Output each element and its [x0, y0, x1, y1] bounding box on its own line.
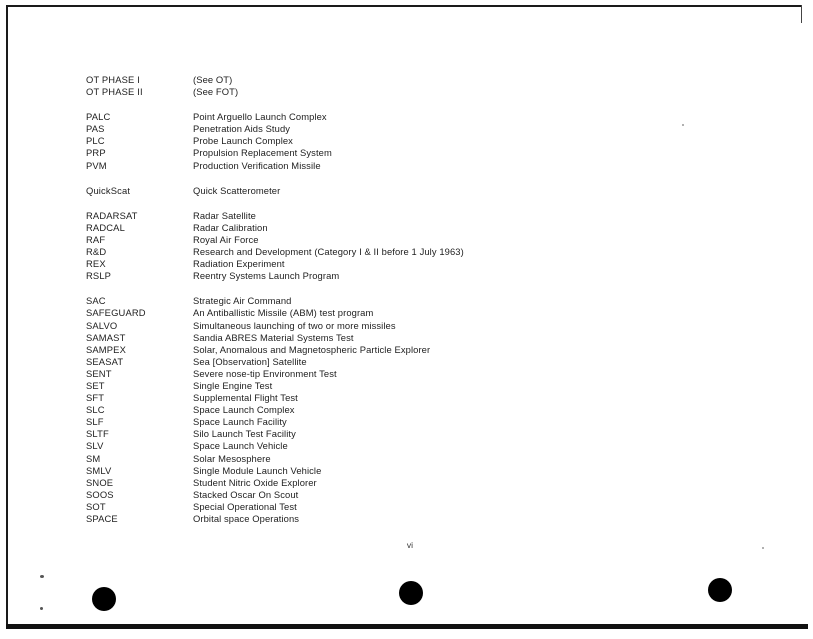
acronym-term: RSLP — [86, 270, 112, 282]
acronym-entry — [86, 74, 646, 86]
acronym-entry — [86, 111, 646, 123]
acronym-definition: Solar Mesosphere — [193, 452, 271, 464]
acronym-group — [86, 295, 646, 525]
acronym-term: SAMAST — [86, 331, 126, 343]
page-border-left — [6, 5, 8, 627]
acronym-entry — [86, 320, 646, 332]
acronym-term: R&D — [86, 246, 107, 258]
acronym-group — [86, 185, 646, 197]
acronym-entry — [86, 135, 646, 147]
acronym-entry — [86, 222, 646, 234]
acronym-term: SLF — [86, 416, 104, 428]
acronym-definition: Special Operational Test — [193, 500, 297, 512]
acronym-definition: Space Launch Complex — [193, 404, 295, 416]
page-border-bottom — [6, 624, 808, 629]
acronym-definition: Research and Development (Category I & II before 1 July 1963) — [193, 246, 464, 258]
scan-speck — [40, 575, 44, 578]
acronym-entry — [86, 332, 646, 344]
acronym-definition: An Antiballistic Missile (ABM) test program — [193, 307, 374, 319]
acronym-list — [86, 74, 646, 538]
acronym-definition: Sea [Observation] Satellite — [193, 355, 307, 367]
acronym-term: SEASAT — [86, 355, 124, 367]
acronym-definition: Point Arguello Launch Complex — [193, 111, 327, 123]
acronym-term: PAS — [86, 123, 105, 135]
acronym-term: RADARSAT — [86, 209, 138, 221]
acronym-definition: (See FOT) — [193, 86, 239, 98]
scan-speck — [762, 547, 764, 549]
acronym-term: PALC — [86, 111, 111, 123]
acronym-term: OT PHASE II — [86, 86, 143, 98]
page-border-top — [6, 5, 802, 7]
acronym-entry — [86, 123, 646, 135]
acronym-term: SET — [86, 379, 105, 391]
acronym-group — [86, 210, 646, 283]
acronym-entry — [86, 356, 646, 368]
acronym-entry — [86, 234, 646, 246]
acronym-entry — [86, 392, 646, 404]
acronym-entry — [86, 489, 646, 501]
acronym-entry — [86, 270, 646, 282]
acronym-definition: Student Nitric Oxide Explorer — [193, 476, 317, 488]
acronym-definition: Supplemental Flight Test — [193, 392, 298, 404]
acronym-term: SPACE — [86, 513, 118, 524]
acronym-entry — [86, 295, 646, 307]
acronym-entry — [86, 513, 646, 525]
acronym-term: QuickScat — [86, 184, 131, 196]
acronym-group — [86, 111, 646, 171]
acronym-entry — [86, 344, 646, 356]
acronym-entry — [86, 307, 646, 319]
acronym-term: SAFEGUARD — [86, 307, 146, 319]
acronym-definition: Production Verification Missile — [193, 159, 321, 171]
acronym-term: SFT — [86, 392, 105, 404]
acronym-term: SAMPEX — [86, 343, 126, 355]
acronym-definition: Simultaneous launching of two or more missiles — [193, 319, 396, 331]
acronym-entry — [86, 368, 646, 380]
acronym-definition: Space Launch Facility — [193, 416, 287, 428]
acronym-definition: Sandia ABRES Material Systems Test — [193, 331, 354, 343]
page-number: vi — [406, 540, 414, 550]
acronym-entry — [86, 453, 646, 465]
acronym-definition: Radar Satellite — [193, 209, 256, 221]
acronym-entry — [86, 160, 646, 172]
acronym-definition: Orbital space Operations — [193, 513, 300, 524]
punch-hole-center — [399, 581, 423, 605]
scan-speck — [40, 607, 43, 610]
acronym-entry — [86, 246, 646, 258]
acronym-definition: Single Engine Test — [193, 379, 273, 391]
acronym-term: SOT — [86, 500, 106, 512]
acronym-definition: Reentry Systems Launch Program — [193, 270, 340, 282]
acronym-definition: Space Launch Vehicle — [193, 440, 288, 452]
acronym-term: SM — [86, 452, 101, 464]
acronym-entry — [86, 416, 646, 428]
acronym-definition: Severe nose-tip Environment Test — [193, 367, 337, 379]
acronym-term: SMLV — [86, 464, 112, 476]
acronym-term: RADCAL — [86, 221, 125, 233]
acronym-entry — [86, 404, 646, 416]
acronym-term: SOOS — [86, 488, 114, 500]
acronym-term: SLTF — [86, 428, 109, 440]
acronym-entry — [86, 380, 646, 392]
acronym-definition: Quick Scatterometer — [193, 184, 281, 196]
acronym-entry — [86, 210, 646, 222]
acronym-entry — [86, 185, 646, 197]
acronym-definition: Probe Launch Complex — [193, 135, 293, 147]
acronym-group — [86, 74, 646, 98]
acronym-definition: Penetration Aids Study — [193, 123, 291, 135]
acronym-definition: Radar Calibration — [193, 221, 268, 233]
punch-hole-left — [92, 587, 116, 611]
acronym-term: SLV — [86, 440, 104, 452]
acronym-entry — [86, 501, 646, 513]
acronym-definition: Royal Air Force — [193, 233, 259, 245]
acronym-term: PLC — [86, 135, 105, 147]
acronym-entry — [86, 440, 646, 452]
punch-hole-right — [708, 578, 732, 602]
acronym-term: SALVO — [86, 319, 118, 331]
acronym-definition: Stacked Oscar On Scout — [193, 488, 299, 500]
acronym-definition: Silo Launch Test Facility — [193, 428, 296, 440]
acronym-entry — [86, 258, 646, 270]
acronym-entry — [86, 147, 646, 159]
page-edge-right — [801, 5, 802, 23]
acronym-term: PRP — [86, 147, 106, 159]
acronym-definition: Single Module Launch Vehicle — [193, 464, 322, 476]
acronym-entry — [86, 465, 646, 477]
acronym-term: REX — [86, 258, 106, 270]
acronym-entry — [86, 428, 646, 440]
acronym-definition: Solar, Anomalous and Magnetospheric Particle Explorer — [193, 343, 431, 355]
acronym-term: RAF — [86, 233, 106, 245]
acronym-term: SNOE — [86, 476, 114, 488]
acronym-definition: Radiation Experiment — [193, 258, 285, 270]
acronym-term: SAC — [86, 295, 106, 307]
acronym-term: SENT — [86, 367, 112, 379]
acronym-entry — [86, 477, 646, 489]
acronym-entry — [86, 86, 646, 98]
acronym-definition: (See OT) — [193, 74, 233, 85]
acronym-term: SLC — [86, 404, 105, 416]
scan-speck — [682, 124, 684, 126]
acronym-term: OT PHASE I — [86, 74, 140, 85]
acronym-definition: Strategic Air Command — [193, 295, 292, 307]
acronym-term: PVM — [86, 159, 107, 171]
acronym-definition: Propulsion Replacement System — [193, 147, 332, 159]
